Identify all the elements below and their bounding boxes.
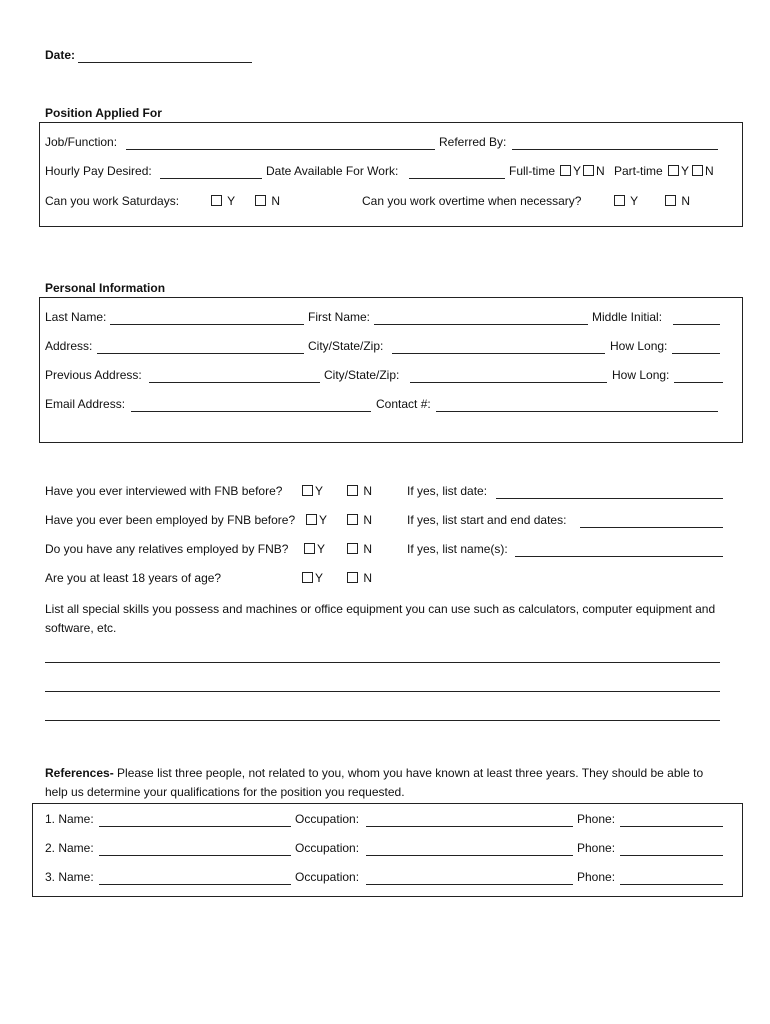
ref2-occupation-label: Occupation: [295, 841, 360, 855]
last-name-field[interactable] [110, 324, 304, 325]
contact-label: Contact #: [376, 397, 431, 411]
age-yes-checkbox[interactable]: Y [302, 571, 323, 585]
address-label: Address: [45, 339, 93, 353]
full-time-yes-checkbox[interactable]: Y [560, 164, 581, 178]
previous-how-long-field[interactable] [674, 382, 723, 383]
ref1-name-field[interactable] [99, 826, 291, 827]
question-age: Are you at least 18 years of age? [45, 571, 222, 585]
relatives-followup-label: If yes, list name(s): [407, 542, 508, 556]
hourly-pay-label: Hourly Pay Desired: [45, 164, 152, 178]
ref1-occupation-label: Occupation: [295, 812, 360, 826]
employed-followup-label: If yes, list start and end dates: [407, 513, 567, 527]
contact-field[interactable] [436, 411, 718, 412]
referred-by-label: Referred By: [439, 135, 507, 149]
ref1-phone-field[interactable] [620, 826, 723, 827]
checkbox-icon [560, 165, 571, 176]
part-time-label: Part-time [614, 164, 663, 178]
referred-by-field[interactable] [512, 149, 718, 150]
ref2-phone-label: Phone: [577, 841, 616, 855]
saturdays-label: Can you work Saturdays: [45, 194, 180, 208]
ref3-phone-label: Phone: [577, 870, 616, 884]
email-field[interactable] [131, 411, 371, 412]
ref3-occupation-field[interactable] [366, 884, 573, 885]
middle-initial-field[interactable] [673, 324, 720, 325]
relatives-names-field[interactable] [515, 556, 723, 557]
ref3-name-label: 3. Name: [45, 870, 94, 884]
date-available-field[interactable] [409, 178, 505, 179]
skills-line-1[interactable] [45, 662, 720, 663]
overtime-label: Can you work overtime when necessary? [362, 194, 582, 208]
checkbox-icon [211, 195, 222, 206]
checkbox-icon [668, 165, 679, 176]
checkbox-icon [347, 572, 358, 583]
skills-line-2[interactable] [45, 691, 720, 692]
relatives-no-checkbox[interactable]: N [347, 542, 372, 556]
previous-city-state-zip-field[interactable] [410, 382, 607, 383]
date-field[interactable] [78, 62, 252, 63]
checkbox-icon [347, 485, 358, 496]
ref2-name-label: 2. Name: [45, 841, 94, 855]
previous-address-label: Previous Address: [45, 368, 142, 382]
how-long-label: How Long: [610, 339, 668, 353]
middle-initial-label: Middle Initial: [592, 310, 663, 324]
previous-how-long-label: How Long: [612, 368, 670, 382]
question-relatives: Do you have any relatives employed by FNB? [45, 542, 289, 556]
ref1-phone-label: Phone: [577, 812, 616, 826]
city-state-zip-field[interactable] [392, 353, 605, 354]
skills-prompt: List all special skills you possess and machines or office equipment you can use such as calculators, computer equipment and software, etc. [45, 602, 716, 635]
employed-dates-field[interactable] [580, 527, 723, 528]
references-box [32, 803, 743, 897]
ref3-occupation-label: Occupation: [295, 870, 360, 884]
ref2-name-field[interactable] [99, 855, 291, 856]
hourly-pay-field[interactable] [160, 178, 262, 179]
how-long-field[interactable] [672, 353, 720, 354]
first-name-label: First Name: [308, 310, 371, 324]
job-function-field[interactable] [126, 149, 435, 150]
checkbox-icon [302, 572, 313, 583]
overtime-yes-checkbox[interactable]: Y [614, 194, 638, 208]
employed-no-checkbox[interactable]: N [347, 513, 372, 527]
checkbox-icon [347, 514, 358, 525]
checkbox-icon [347, 543, 358, 554]
full-time-no-checkbox[interactable]: N [583, 164, 605, 178]
part-time-no-checkbox[interactable]: N [692, 164, 714, 178]
references-title: References- [45, 766, 114, 780]
age-no-checkbox[interactable]: N [347, 571, 372, 585]
part-time-yes-checkbox[interactable]: Y [668, 164, 689, 178]
job-function-label: Job/Function: [45, 135, 118, 149]
personal-section-title: Personal Information [45, 281, 166, 295]
references-intro [45, 764, 715, 802]
position-section-title: Position Applied For [45, 106, 162, 120]
date-available-label: Date Available For Work: [266, 164, 399, 178]
interviewed-yes-checkbox[interactable]: Y [302, 484, 323, 498]
ref1-name-label: 1. Name: [45, 812, 94, 826]
saturdays-no-checkbox[interactable]: N [255, 194, 280, 208]
city-state-zip-label: City/State/Zip: [308, 339, 384, 353]
full-time-label: Full-time [509, 164, 556, 178]
date-label: Date: [45, 48, 76, 62]
overtime-no-checkbox[interactable]: N [665, 194, 690, 208]
email-label: Email Address: [45, 397, 126, 411]
checkbox-icon [665, 195, 676, 206]
employed-yes-checkbox[interactable]: Y [306, 513, 327, 527]
ref2-phone-field[interactable] [620, 855, 723, 856]
last-name-label: Last Name: [45, 310, 107, 324]
interviewed-date-field[interactable] [496, 498, 723, 499]
previous-city-state-zip-label: City/State/Zip: [324, 368, 400, 382]
question-employed: Have you ever been employed by FNB before? [45, 513, 296, 527]
checkbox-icon [302, 485, 313, 496]
ref3-phone-field[interactable] [620, 884, 723, 885]
address-field[interactable] [97, 353, 304, 354]
previous-address-field[interactable] [149, 382, 320, 383]
checkbox-icon [304, 543, 315, 554]
first-name-field[interactable] [374, 324, 588, 325]
ref3-name-field[interactable] [99, 884, 291, 885]
references-instructions: Please list three people, not related to you, whom you have known at least three years. They should be able to help us determine your qualifications for the position you requested. [45, 766, 704, 799]
checkbox-icon [692, 165, 703, 176]
checkbox-icon [255, 195, 266, 206]
ref1-occupation-field[interactable] [366, 826, 573, 827]
checkbox-icon [583, 165, 594, 176]
ref2-occupation-field[interactable] [366, 855, 573, 856]
interviewed-no-checkbox[interactable]: N [347, 484, 372, 498]
saturdays-yes-checkbox[interactable]: Y [211, 194, 235, 208]
question-interviewed: Have you ever interviewed with FNB before? [45, 484, 283, 498]
skills-line-3[interactable] [45, 720, 720, 721]
relatives-yes-checkbox[interactable]: Y [304, 542, 325, 556]
checkbox-icon [614, 195, 625, 206]
interviewed-followup-label: If yes, list date: [407, 484, 488, 498]
checkbox-icon [306, 514, 317, 525]
